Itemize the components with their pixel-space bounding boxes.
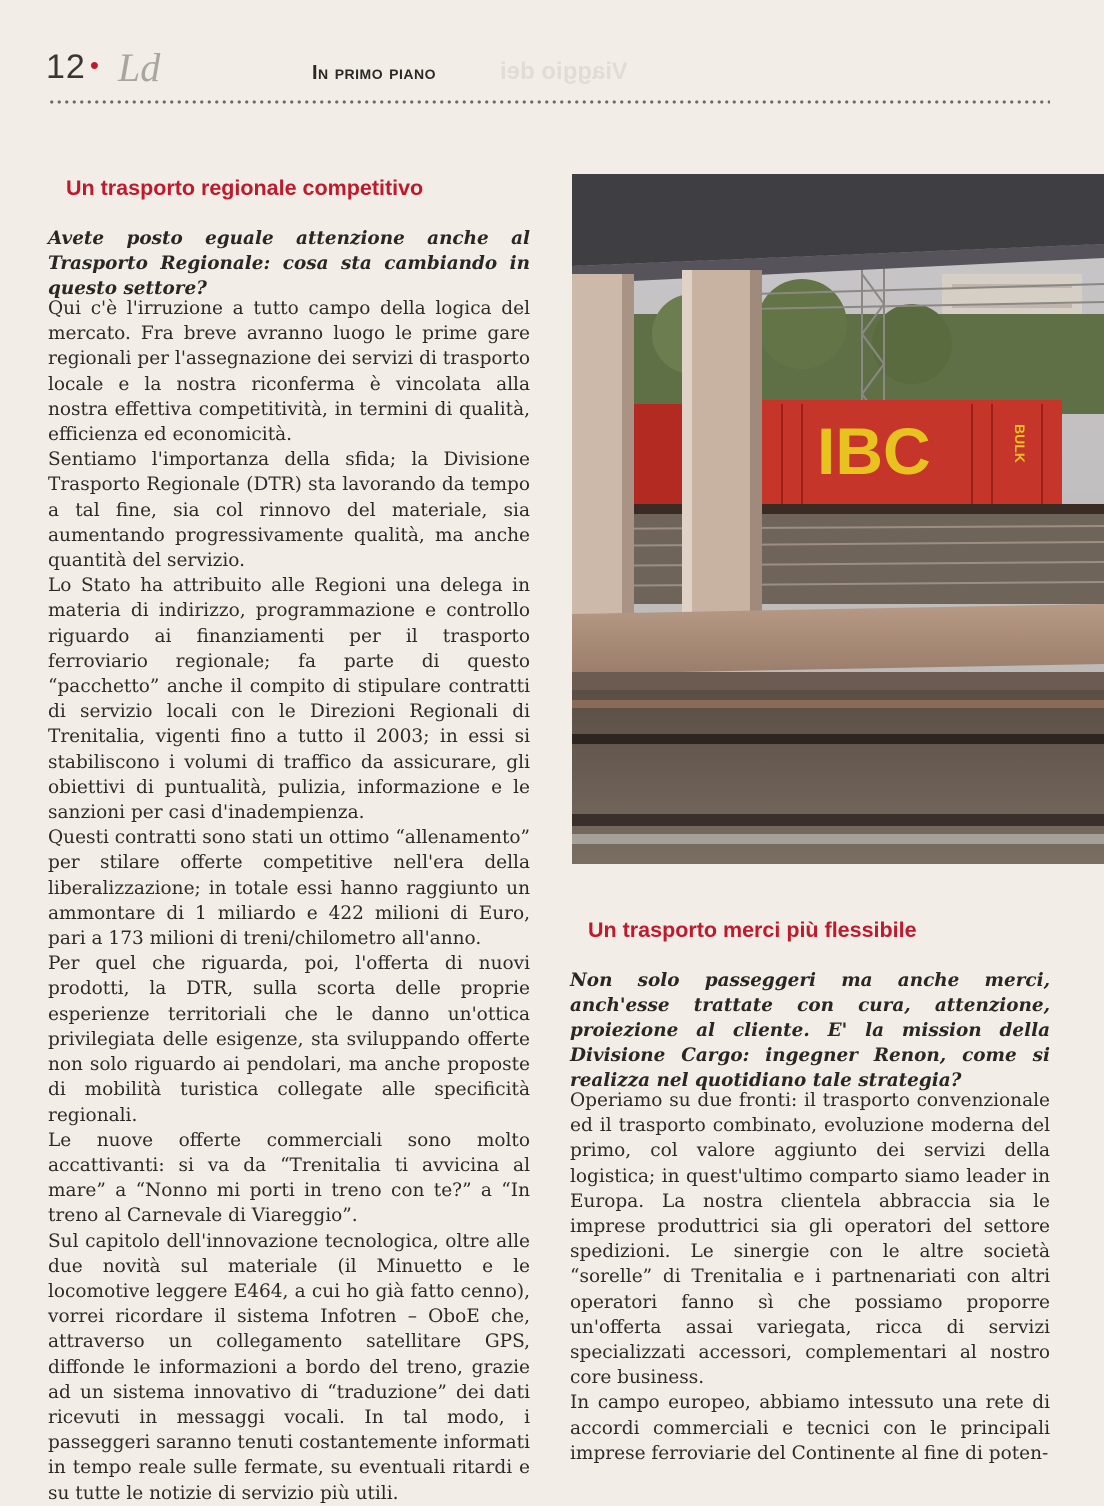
right-section-title: Un trasporto merci più flessibile [588,918,917,942]
container-side-text: BULK [1012,424,1028,463]
section-label: In primo piano [312,62,437,84]
left-paragraph: Le nuove offerte commerciali sono molto accattivanti: si va da “Trenitalia ti avvicina al mare” a “Nonno mi porti in treno con te?” a “In treno al Carnevale di Viareggio”. [48,1129,530,1227]
left-paragraph: Lo Stato ha attribuito alle Regioni una delega in materia di indirizzo, programmazione e controllo riguardo ai finanziamenti per il trasporto ferroviario regionale; fa parte di questo “pacchetto” anche il compito di stipulare contratti di servizio locali con le Direzioni Regionali di Trenitalia, vigenti fino a tutto il 2003; in essi si stabiliscono i volumi di traffico da assicurare, gli obiettivi di puntualità, pulizia, informazione e le sanzioni per casi d'inadempienza. [48,575,530,824]
magazine-logo: Ld [118,45,161,90]
left-paragraph: Per quel che riguarda, poi, l'offerta di nuovi prodotti, la DTR, sulla scorta delle proprie esperienze territoriali che le danno un'ottica privilegiata delle esigenze, sta sviluppando offerte non solo riguardo ai pendolari, ma anche proposte di mobilità turistica collegate alle specificità regionali. [48,953,530,1126]
right-paragraph: In campo europeo, abbiamo intessuto una rete di accordi commerciali e tecnici con le principali imprese ferroviarie del Continente al fine di poten- [570,1392,1050,1464]
left-paragraph: Questi contratti sono stati un ottimo “allenamento” per stilare offerte competitive nell'era della liberalizzazione; in totale essi hanno raggiunto un ammontare di 1 miliardo e 422 milioni di Euro, pari a 173 milioni di treni/chilometro all'anno. [48,827,530,950]
right-paragraph: Operiamo su due fronti: il trasporto convenzionale ed il trasporto combinato, evoluzione moderna del primo, col valore aggiunto dei servizi della logistica; in quest'ultimo comparto siamo leader in Europa. La nostra clientela abbraccia sia le imprese produttrici sia gli operatori del settore spedizioni. Le sinergie con le altre società “sorelle” di Trenitalia e i partnenariati con altri operatori fanno sì che possiamo proporre un'offerta assai variegata, ricca di servizi specializzati accessori, complementari al nostro core business. [570,1090,1050,1389]
right-question: Non solo passeggeri ma anche merci, anch'esse trattate con cura, attenzione, proiezione al cliente. E' la mission della Divisione Cargo: ingegner Renon, come si realizza nel quotidiano tale strategia? [570,970,1050,1091]
container-logo: IBC [817,414,931,488]
dotted-rule [48,98,1050,106]
left-paragraph: Qui c'è l'irruzione a tutto campo della logica del mercato. Fra breve avranno luogo le prime gare regionali per l'assegnazione dei servizi di trasporto locale e la nostra riconferma è vincolata alla nostra effettiva competitività, in termini di qualità, efficienza ed economicità. [48,298,530,446]
show-through-text: Viaggio dei [500,58,628,85]
left-body [48,296,530,1506]
left-question: Avete posto eguale attenzione anche al Trasporto Regionale: cosa sta cambiando in questo settore? [48,228,530,299]
right-body [570,1088,1050,1466]
left-paragraph: Sentiamo l'importanza della sfida; la Divisione Trasporto Regionale (DTR) sta lavorando da tempo a tal fine, sia col rinnovo del materiale, sia aumentando progressivamente qualità, ma anche quantità del servizio. [48,449,530,572]
header-bullet: • [89,50,100,80]
page-number: 12 • [46,48,100,86]
left-paragraph: Sul capitolo dell'innovazione tecnologica, oltre alle due novità sul materiale (il Minuetto e le locomotive leggere E464, a cui ho già fatto cenno), vorrei ricordare il sistema Infotren – OboE che, attraverso un collegamento satellitare GPS, diffonde le informazioni a bordo del treno, grazie ad un sistema innovativo di “traduzione” dei dati ricevuti in messaggi vocali. In tal modo, i passeggeri saranno tenuti costantemente informati in tempo reale sulle fermate, su eventuali ritardi e su tutte le notizie di servizio più utili. [48,1230,530,1504]
railway-photo [572,174,1104,864]
left-section-title: Un trasporto regionale competitivo [66,176,424,200]
